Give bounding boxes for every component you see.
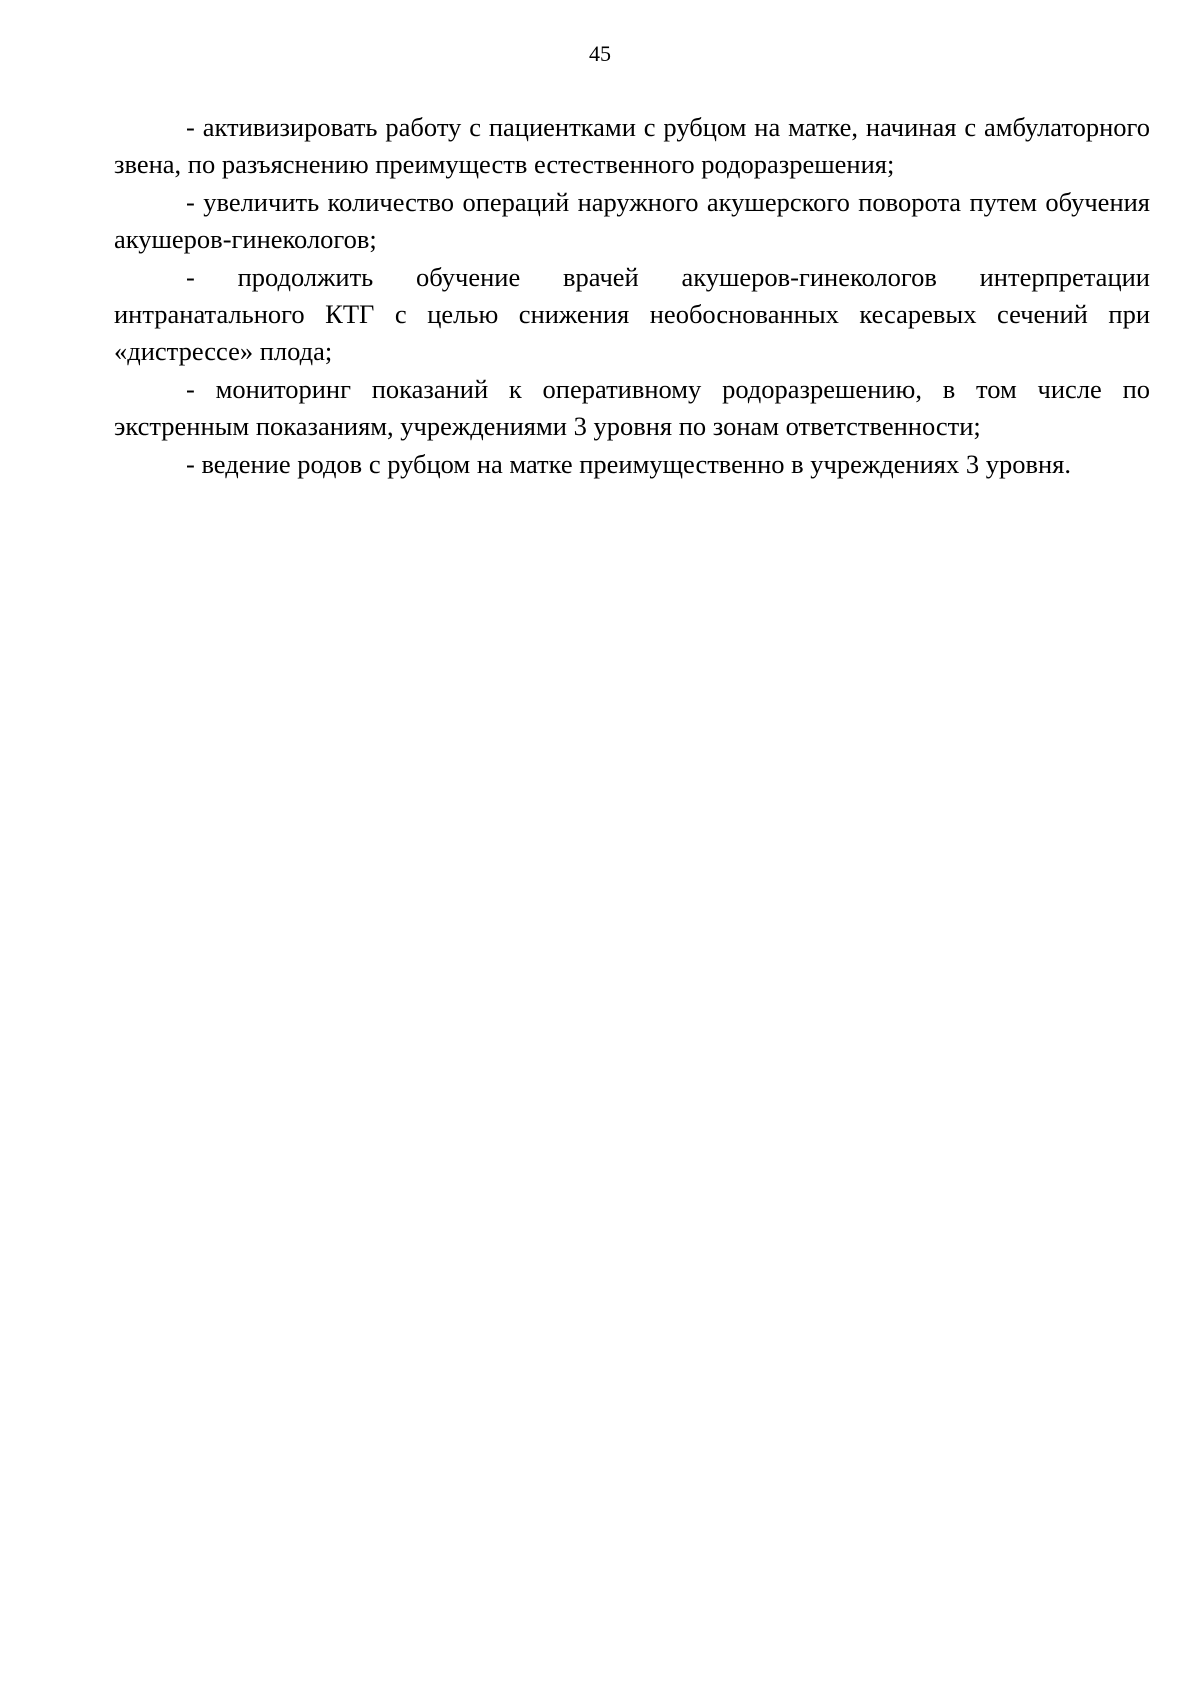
list-item-2: - увеличить количество операций наружного акушерского поворота путем обучения акушеров-гинекологов; — [114, 186, 1150, 255]
list-item-3: - продолжить обучение врачей акушеров-гинекологов интерпретации интранатального КТГ с целью снижения необоснованных кесаревых сечений при «дистрессе» плода; — [114, 261, 1150, 367]
list-item-4: - мониторинг показаний к оперативному родоразрешению, в том числе по экстренным показаниям, учреждениями 3 уровня по зонам ответственности; — [114, 373, 1150, 442]
recommendations-list — [114, 109, 1150, 483]
page-number: 45 — [589, 41, 611, 66]
list-item-5: - ведение родов с рубцом на матке преимущественно в учреждениях 3 уровня. — [186, 448, 1071, 479]
list-item-1: - активизировать работу с пациентками с рубцом на матке, начиная с амбулаторного звена, по разъяснению преимуществ естественного родоразрешения; — [114, 112, 1150, 180]
